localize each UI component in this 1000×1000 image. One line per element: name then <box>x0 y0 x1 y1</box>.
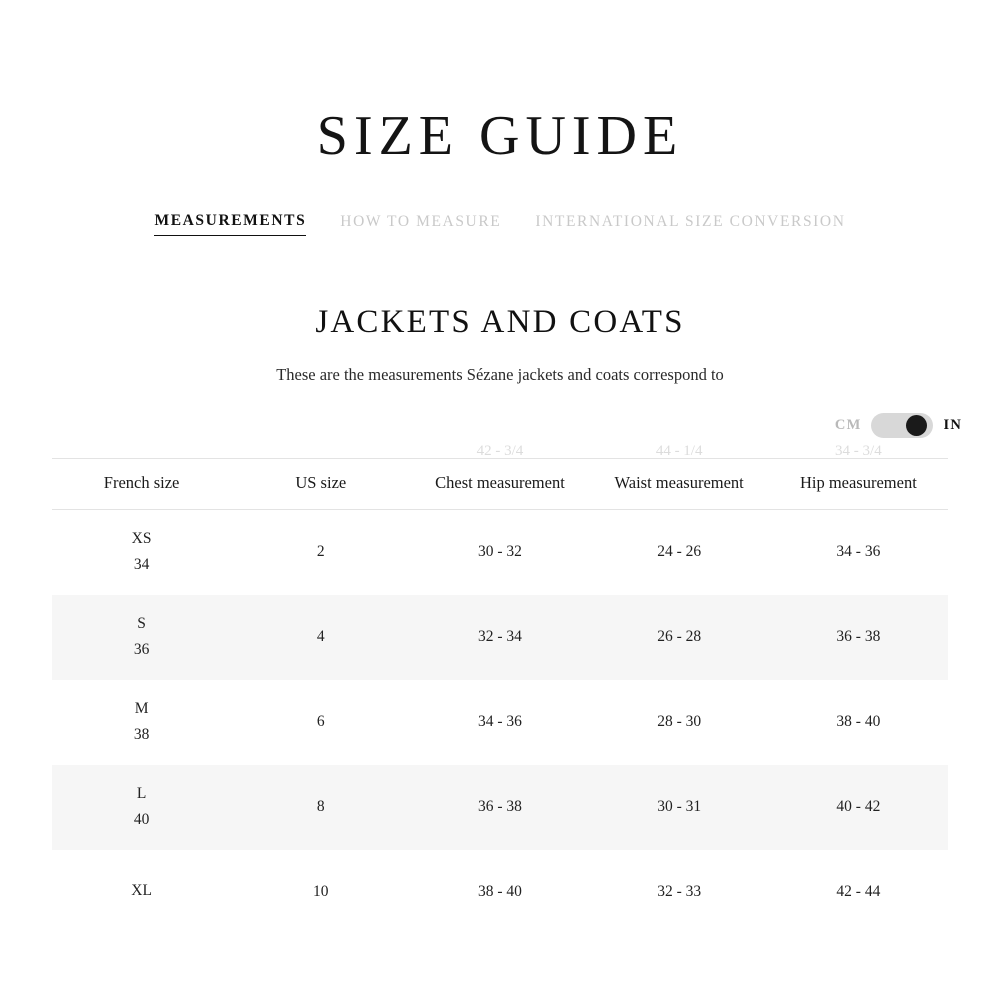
french-size-number: 40 <box>133 811 150 828</box>
column-header-hip-measurement <box>769 443 948 510</box>
cell-french-size <box>52 680 231 765</box>
cell-waist: 30 - 31 <box>657 798 702 815</box>
cell-french-size <box>52 510 231 595</box>
table-row <box>52 680 948 765</box>
column-label: Waist measurement <box>614 473 744 492</box>
cell-chest: 36 - 38 <box>478 798 522 815</box>
cell-us-size: 10 <box>313 883 329 900</box>
cell-chest: 38 - 40 <box>478 883 522 900</box>
table-row <box>52 765 948 850</box>
table-row <box>52 595 948 680</box>
cell-waist: 26 - 28 <box>657 628 702 645</box>
size-table <box>52 443 948 935</box>
cell-hip: 36 - 38 <box>836 628 881 645</box>
table-head <box>52 443 948 510</box>
column-header-us-size <box>231 459 410 510</box>
section-title: JACKETS AND COATS <box>315 304 685 340</box>
ghost-value-us <box>231 443 410 457</box>
cell-us-size: 4 <box>316 628 325 645</box>
cell-chest: 34 - 36 <box>478 713 522 730</box>
table-header-row <box>52 459 948 510</box>
column-label: French size <box>103 473 180 492</box>
french-size-number: 34 <box>133 556 150 574</box>
french-size-letter: L <box>136 784 147 802</box>
cell-us-size: 2 <box>316 543 325 561</box>
column-header-waist-measurement <box>590 443 769 510</box>
column-label: US size <box>295 473 347 492</box>
unit-toggle-row <box>0 413 1000 438</box>
unit-label-in[interactable]: IN <box>943 417 962 433</box>
french-size-letter: M <box>134 699 149 717</box>
tab-measurements[interactable]: MEASUREMENTS <box>154 212 306 236</box>
ghost-value-waist: 44 - 1/4 <box>655 443 703 457</box>
unit-label-cm[interactable]: CM <box>834 417 862 433</box>
column-label: Hip measurement <box>799 473 917 492</box>
ghost-value-french <box>52 443 231 457</box>
french-size-letter: XS <box>131 530 152 548</box>
cell-hip: 42 - 44 <box>836 883 881 900</box>
cell-french-size <box>52 595 231 680</box>
french-size-number: 38 <box>133 726 150 743</box>
cell-hip: 38 - 40 <box>836 713 881 730</box>
cell-waist: 32 - 33 <box>657 883 702 900</box>
french-size-letter: S <box>137 614 146 632</box>
cell-hip: 40 - 42 <box>836 798 881 815</box>
french-size-number: 36 <box>133 641 150 658</box>
cell-french-size <box>52 765 231 850</box>
section-subtitle: These are the measurements Sézane jackets and coats correspond to <box>276 365 724 384</box>
cell-us-size: 6 <box>316 713 325 730</box>
column-header-chest-measurement <box>410 443 589 510</box>
tab-bar <box>0 212 1000 236</box>
table-row <box>52 510 948 595</box>
cell-waist: 24 - 26 <box>657 543 702 561</box>
cell-us-size: 8 <box>316 798 325 815</box>
cell-waist: 28 - 30 <box>657 713 702 730</box>
tab-international-size-conversion[interactable]: INTERNATIONAL SIZE CONVERSION <box>535 213 846 230</box>
ghost-value-hip: 34 - 3/4 <box>835 443 882 457</box>
unit-toggle-switch[interactable] <box>871 413 933 438</box>
column-label: Chest measurement <box>435 473 565 492</box>
tab-how-to-measure[interactable]: HOW TO MEASURE <box>340 213 502 230</box>
cell-hip: 34 - 36 <box>836 543 881 561</box>
french-size-letter: XL <box>131 881 152 899</box>
cell-chest: 32 - 34 <box>478 628 522 645</box>
column-header-french-size <box>52 459 231 510</box>
ghost-value-chest: 42 - 3/4 <box>476 443 524 457</box>
table-row <box>52 850 948 935</box>
toggle-knob <box>906 415 927 436</box>
cell-chest: 30 - 32 <box>478 543 522 561</box>
table-body <box>52 510 948 935</box>
page-title: SIZE GUIDE <box>316 105 684 167</box>
cell-french-size <box>52 850 231 935</box>
size-table-container <box>0 443 1000 935</box>
